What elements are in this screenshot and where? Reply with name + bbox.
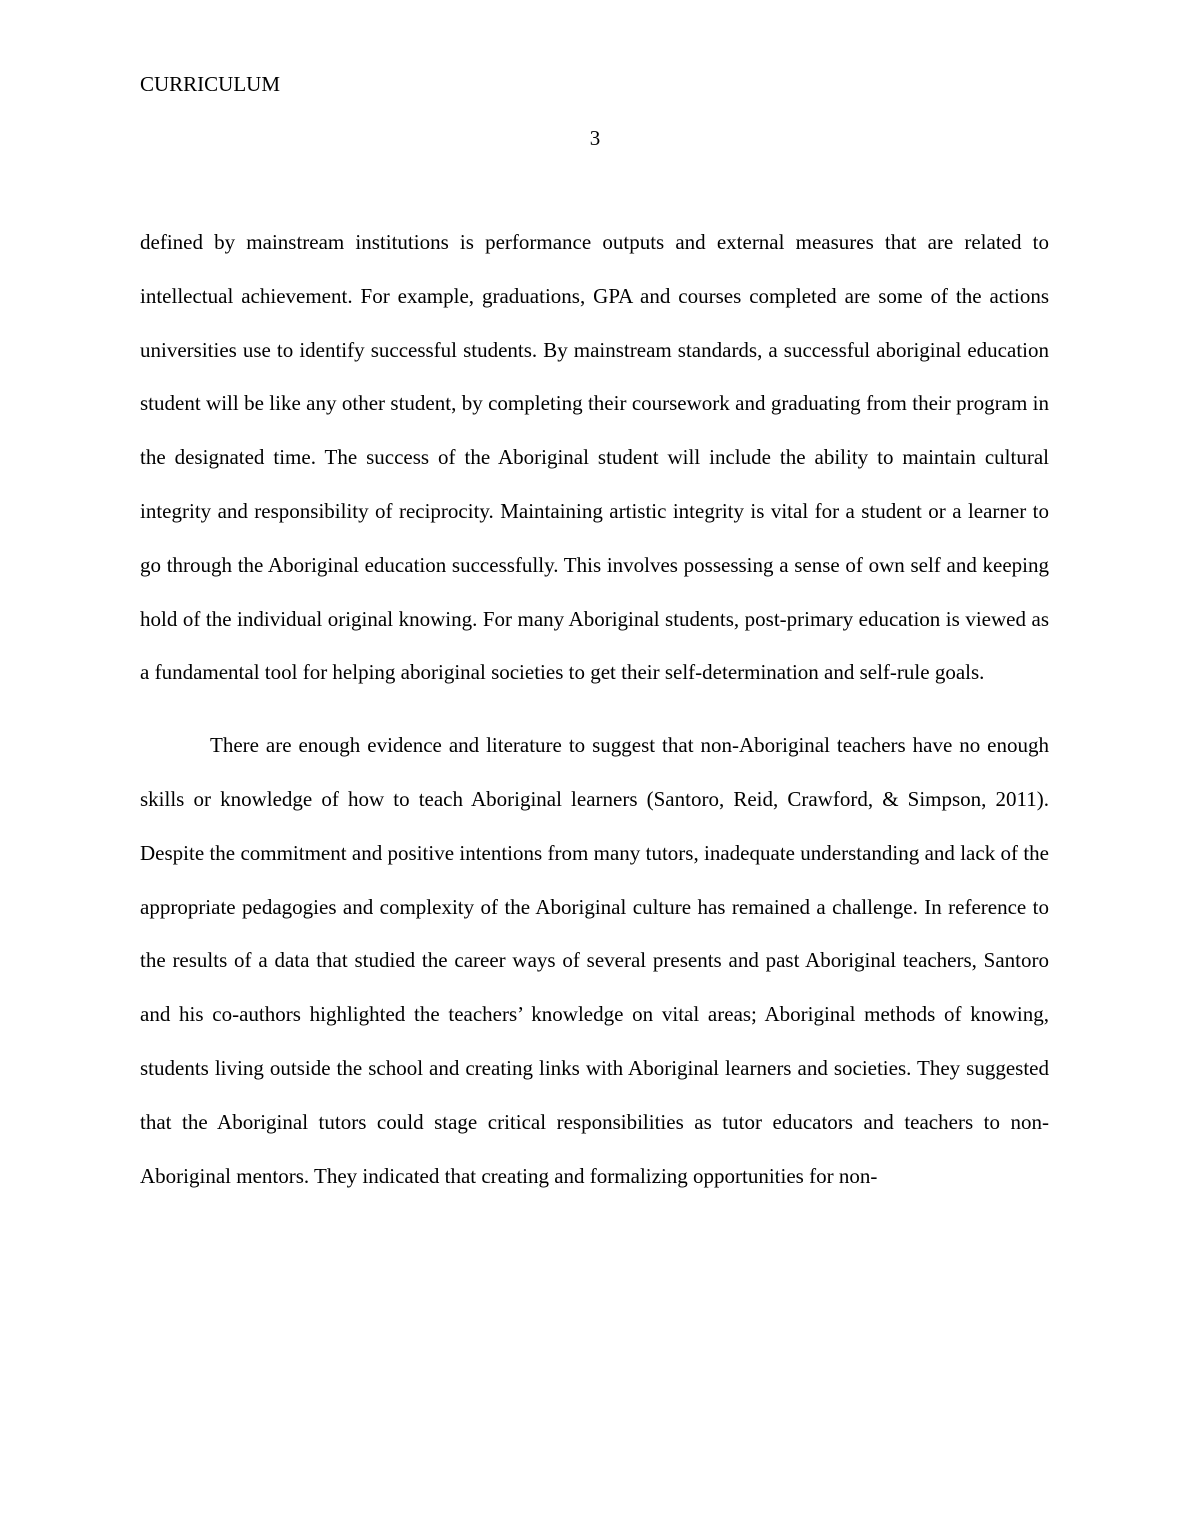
- body-text: [140, 216, 1049, 1203]
- running-head: CURRICULUM: [140, 72, 281, 96]
- page-number: 3: [589, 126, 601, 150]
- paragraph-1: defined by mainstream institutions is performance outputs and external measures that are related to intellectual achievement. For example, graduations, GPA and courses completed are some of the actions universities use to identify successful students. By mainstream standards, a successful aboriginal education student will be like any other student, by completing their coursework and graduating from their program in the designated time. The success of the Aboriginal student will include the ability to maintain cultural integrity and responsibility of reciprocity. Maintaining artistic integrity is vital for a student or a learner to go through the Aboriginal education successfully. This involves possessing a sense of own self and keeping hold of the individual original knowing. For many Aboriginal students, post-primary education is viewed as a fundamental tool for helping aboriginal societies to get their self-determination and self-rule goals.: [140, 230, 1049, 685]
- paragraph-2: There are enough evidence and literature to suggest that non-Aboriginal teachers have no enough skills or knowledge of how to teach Aboriginal learners (Santoro, Reid, Crawford, & Simpson, 2011). Despite the commitment and positive intentions from many tutors, inadequate understanding and lack of the appropriate pedagogies and complexity of the Aboriginal culture has remained a challenge. In reference to the results of a data that studied the career ways of several presents and past Aboriginal teachers, Santoro and his co-authors highlighted the teachers’ knowledge on vital areas; Aboriginal methods of knowing, students living outside the school and creating links with Aboriginal learners and societies. They suggested that the Aboriginal tutors could stage critical responsibilities as tutor educators and teachers to non-Aboriginal mentors. They indicated that creating and formalizing opportunities for non-: [140, 733, 1049, 1188]
